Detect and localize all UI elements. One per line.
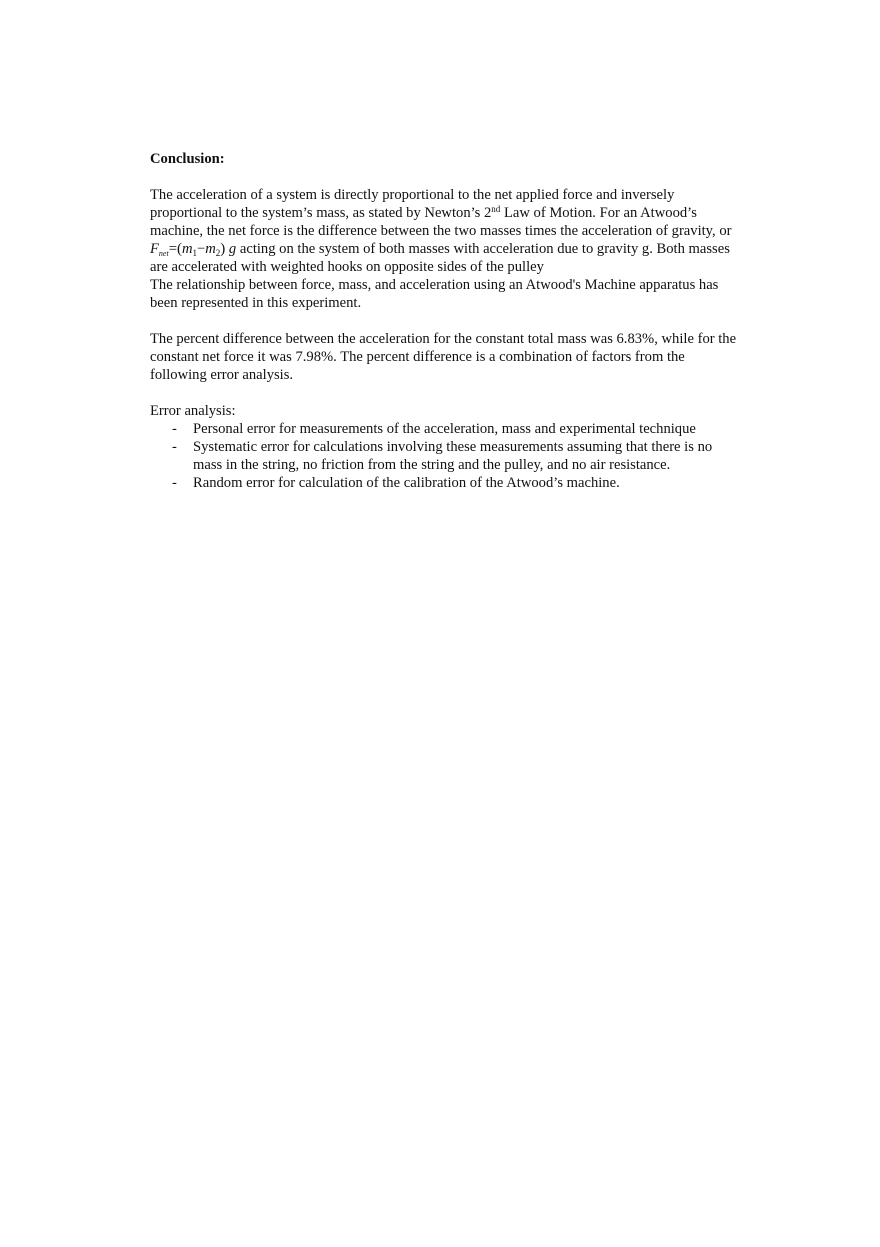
paragraph-text: Law of Motion. For an Atwood’s machine, the net force is the difference between the two masses times the acceleration of gravity, or [150,205,732,239]
formula-left-paren: ( [176,241,182,257]
paragraph-spacer [150,384,740,402]
conclusion-heading: Conclusion: [150,151,225,167]
document-body [150,150,740,492]
ordinal-superscript: nd [491,204,501,214]
formula-gravity: g [228,241,237,257]
net-force-formula [150,241,236,257]
paragraph-relationship: The relationship between force, mass, and acceleration using an Atwood's Machine apparatus has been represented in this experiment. [150,277,719,311]
formula-mass-one: m [181,241,193,257]
formula-mass-two: m [205,241,216,257]
formula-minus: − [196,241,206,257]
list-item [150,438,740,474]
list-item [150,474,740,492]
list-item-text: Personal error for measurements of the acceleration, mass and experimental technique [193,421,696,437]
list-item [150,420,740,438]
formula-force-symbol: F [150,241,159,257]
formula-right-paren: ) [220,241,226,257]
error-analysis-list [150,420,740,492]
list-item-text: Systematic error for calculations involving these measurements assuming that there is no mass in the string, no friction from the string and the pulley, and no air resistance. [193,439,713,473]
paragraph-percent-difference: The percent difference between the acceleration for the constant total mass was 6.83%, while for the constant net force it was 7.98%. The percent difference is a combination of factors from the following error analysis. [150,331,737,383]
paragraph-text: acting on the system of both masses with acceleration due to gravity g. Both masses are accelerated with weighted hooks on opposite sides of the pulley [150,241,730,275]
formula-net-subscript: net [158,249,169,258]
paragraph-newtons-law [150,186,740,276]
formula-equals: = [168,241,177,257]
list-dash: - [172,475,177,491]
paragraph-text: The acceleration of a system is directly proportional to the net applied force and inversely proportional to the system’s mass, as stated by Newton’s 2 [150,187,675,221]
list-dash: - [172,421,177,437]
error-analysis-heading: Error analysis: [150,403,236,419]
paragraph-spacer [150,312,740,330]
formula-mass-two-subscript: 2 [215,248,221,258]
list-dash: - [172,439,177,455]
list-item-text: Random error for calculation of the calibration of the Atwood’s machine. [193,475,620,491]
formula-mass-one-subscript: 1 [192,248,197,258]
